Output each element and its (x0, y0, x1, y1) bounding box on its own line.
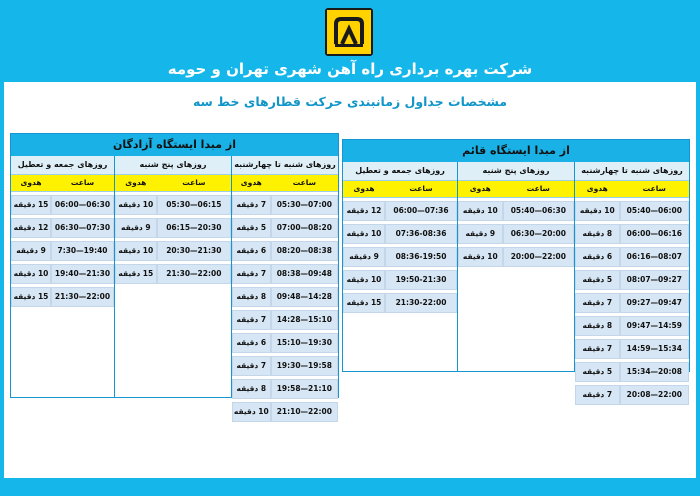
table-row (115, 195, 231, 215)
headway-cell: 12 دقیقه (343, 201, 385, 221)
headway-cell: 10 دقیقه (343, 224, 385, 244)
table-row (575, 385, 689, 405)
table-row (575, 339, 689, 359)
headway-header: هدوی (125, 178, 147, 187)
headway-cell: 10 دقیقه (115, 241, 157, 261)
time-range-cell: 06:16—08:07 (620, 247, 689, 267)
table-row (232, 287, 338, 307)
time-range-cell: 05:30—07:00 (271, 195, 338, 215)
headway-cell: 10 دقیقه (458, 201, 503, 221)
time-range-cell: 06:15—20:30 (157, 218, 231, 238)
headway-cell: 6 دقیقه (575, 247, 620, 267)
headway-cell: 9 دقیقه (11, 241, 51, 261)
table-row (115, 218, 231, 238)
column-title: روزهای جمعه و تعطیل (343, 162, 457, 181)
azadegan-schedule-table (10, 133, 339, 416)
headway-cell: 7 دقیقه (232, 310, 271, 330)
time-header: ساعت (70, 178, 95, 187)
table-row (575, 293, 689, 313)
time-range-cell: 05:40—06:00 (620, 201, 689, 221)
time-range-cell: 20:08—22:00 (620, 385, 689, 405)
column-title: روزهای جمعه و تعطیل (11, 156, 114, 175)
time-range-cell: 14:59—15:34 (620, 339, 689, 359)
time-range-cell: 15:34—20:08 (620, 362, 689, 382)
table-row (232, 356, 338, 376)
table-row (458, 224, 574, 244)
table-row (458, 201, 574, 221)
table-row (232, 264, 338, 284)
headway-cell: 10 دقیقه (458, 247, 503, 267)
headway-cell: 15 دقیقه (11, 195, 51, 215)
table-row (575, 224, 689, 244)
time-range-cell: 15:10—19:30 (271, 333, 338, 353)
time-range-cell: 06:00—06:30 (51, 195, 114, 215)
qaem-schedule-table (342, 139, 690, 399)
time-header: ساعت (292, 178, 316, 187)
table-title: از مبدا ایستگاه آزادگان (11, 134, 338, 156)
table-row (11, 218, 114, 238)
time-header: ساعت (182, 178, 206, 187)
column-title: روزهای پنج شنبه (458, 162, 574, 181)
headway-cell: 8 دقیقه (232, 287, 271, 307)
time-range-cell: 05:30—06:15 (157, 195, 231, 215)
table-row (232, 195, 338, 215)
time-range-cell: 7:30—19:40 (51, 241, 114, 261)
time-range-cell: 20:00—22:00 (503, 247, 574, 267)
headway-cell: 9 دقیقه (458, 224, 503, 244)
page-subtitle: مشخصات جداول زمانبندی حرکت قطارهای خط سه (192, 94, 508, 109)
headway-cell: 12 دقیقه (11, 218, 51, 238)
headway-cell: 6 دقیقه (232, 241, 271, 261)
table-row (575, 201, 689, 221)
headway-cell: 7 دقیقه (575, 339, 620, 359)
column-thursday (114, 156, 231, 397)
table-row (232, 241, 338, 261)
headway-header: هدوی (353, 184, 375, 193)
headway-cell: 5 دقیقه (232, 218, 271, 238)
table-row (343, 293, 457, 313)
table-row (343, 201, 457, 221)
time-range-cell: 19:50-21:30 (385, 270, 457, 290)
table-row (11, 241, 114, 261)
headway-cell: 9 دقیقه (115, 218, 157, 238)
column-subheader (11, 175, 114, 192)
table-row (343, 224, 457, 244)
headway-cell: 7 دقیقه (232, 356, 271, 376)
time-range-cell: 07:36-08:36 (385, 224, 457, 244)
time-range-cell: 09:47—14:59 (620, 316, 689, 336)
time-range-cell: 09:27—09:47 (620, 293, 689, 313)
headway-cell: 7 دقیقه (232, 264, 271, 284)
headway-cell: 8 دقیقه (575, 316, 620, 336)
headway-cell: 15 دقیقه (115, 264, 157, 284)
time-range-cell: 09:48—14:28 (271, 287, 338, 307)
headway-cell: 10 دقیقه (11, 264, 51, 284)
time-range-cell: 14:28—15:10 (271, 310, 338, 330)
column-title: روزهای پنج شنبه (115, 156, 231, 175)
table-row (232, 218, 338, 238)
column-weekdays (231, 156, 338, 416)
time-range-cell: 08:20—08:38 (271, 241, 338, 261)
headway-cell: 7 دقیقه (232, 195, 271, 215)
headway-cell: 10 دقیقه (232, 402, 271, 422)
table-row (343, 247, 457, 267)
time-range-cell: 06:00—07:36 (385, 201, 457, 221)
column-subheader (115, 175, 231, 192)
table-row (575, 362, 689, 382)
headway-cell: 5 دقیقه (575, 362, 620, 382)
headway-cell: 9 دقیقه (343, 247, 385, 267)
time-range-cell: 06:00—06:16 (620, 224, 689, 244)
headway-cell: 7 دقیقه (575, 293, 620, 313)
column-friday-holiday (11, 156, 114, 397)
table-title: از مبدا ایستگاه قائم (343, 140, 689, 162)
time-range-cell: 06:30—07:30 (51, 218, 114, 238)
table-row (575, 247, 689, 267)
headway-header: هدوی (20, 178, 42, 187)
time-range-cell: 08:07—09:27 (620, 270, 689, 290)
time-header: ساعت (642, 184, 666, 193)
time-range-cell: 21:30—22:00 (51, 287, 114, 307)
column-subheader (232, 175, 338, 192)
table-row (232, 333, 338, 353)
time-range-cell: 20:30—21:30 (157, 241, 231, 261)
headway-cell: 10 دقیقه (115, 195, 157, 215)
time-range-cell: 21:30—22:00 (157, 264, 231, 284)
column-subheader (343, 181, 457, 198)
time-range-cell: 05:40—06:30 (503, 201, 574, 221)
time-range-cell: 21:10—22:00 (271, 402, 338, 422)
headway-cell: 10 دقیقه (575, 201, 620, 221)
time-range-cell: 07:00—08:20 (271, 218, 338, 238)
table-row (575, 270, 689, 290)
headway-header: هدوی (586, 184, 608, 193)
headway-cell: 8 دقیقه (232, 379, 271, 399)
column-thursday (457, 162, 574, 371)
time-range-cell: 21:30-22:00 (385, 293, 457, 313)
headway-cell: 15 دقیقه (11, 287, 51, 307)
table-row (458, 247, 574, 267)
headway-cell: 7 دقیقه (575, 385, 620, 405)
table-row (11, 287, 114, 307)
header-bar (0, 0, 700, 80)
schedule-sheet (4, 82, 696, 478)
table-row (115, 241, 231, 261)
column-title: روزهای شنبه تا چهارشنبه (575, 162, 689, 181)
column-subheader (575, 181, 689, 198)
column-weekdays (574, 162, 689, 399)
headway-cell: 5 دقیقه (575, 270, 620, 290)
table-row (343, 270, 457, 290)
table-row (232, 379, 338, 399)
headway-cell: 8 دقیقه (575, 224, 620, 244)
time-header: ساعت (409, 184, 433, 193)
footer-bar (0, 480, 700, 496)
headway-cell: 10 دقیقه (343, 270, 385, 290)
time-range-cell: 06:30—20:00 (503, 224, 574, 244)
column-title: روزهای شنبه تا چهارشنبه (232, 156, 338, 175)
time-range-cell: 19:30—19:58 (271, 356, 338, 376)
table-row (11, 195, 114, 215)
time-range-cell: 08:36-19:50 (385, 247, 457, 267)
tehran-metro-logo-icon (325, 8, 373, 56)
time-range-cell: 19:58—21:10 (271, 379, 338, 399)
company-name: شرکت بهره برداری راه آهن شهری تهران و حومه (167, 60, 533, 78)
time-range-cell: 19:40—21:30 (51, 264, 114, 284)
column-subheader (458, 181, 574, 198)
headway-header: هدوی (240, 178, 262, 187)
time-header: ساعت (526, 184, 550, 193)
headway-header: هدوی (469, 184, 491, 193)
headway-cell: 15 دقیقه (343, 293, 385, 313)
table-row (115, 264, 231, 284)
time-range-cell: 08:38—09:48 (271, 264, 338, 284)
table-row (232, 402, 338, 422)
headway-cell: 6 دقیقه (232, 333, 271, 353)
table-row (575, 316, 689, 336)
table-row (232, 310, 338, 330)
column-friday-holiday (343, 162, 457, 371)
table-row (11, 264, 114, 284)
